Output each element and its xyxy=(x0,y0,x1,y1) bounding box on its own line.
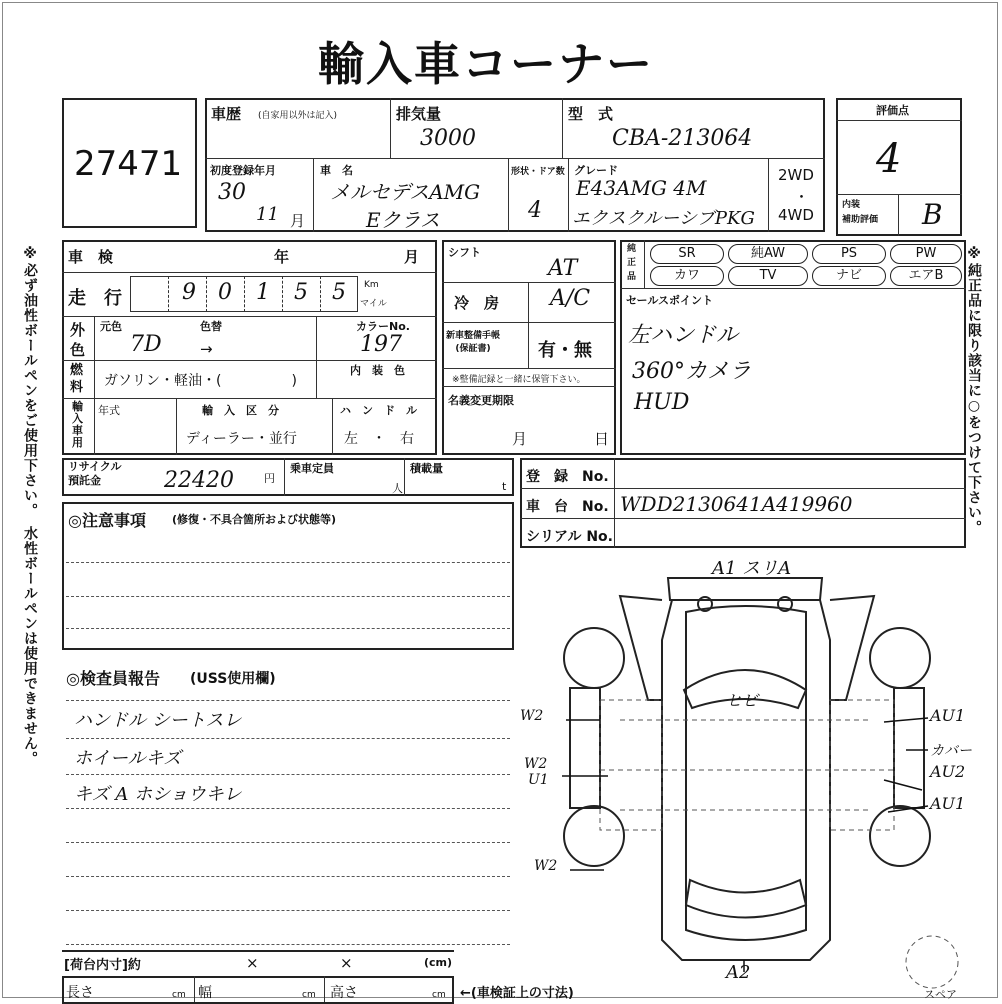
cargo-note: ←(車検証上の寸法) xyxy=(460,986,574,1001)
displacement-label: 排気量 xyxy=(396,105,442,123)
cargo-x2: × xyxy=(340,954,353,972)
grade-line2: エクスクルーシブPKG xyxy=(572,208,755,229)
cargo-label: [荷台内寸]約 xyxy=(64,958,141,973)
mileage-digit-2: 9 xyxy=(182,280,196,305)
notes-sub: (修復・不具合箇所および状態等) xyxy=(172,513,337,526)
equipment-label: 純 正 品 xyxy=(627,244,637,282)
inspection-year: 年 xyxy=(274,248,290,266)
history-label: 車歴 xyxy=(211,105,242,123)
sales-point-2: 360°カメラ xyxy=(632,359,751,384)
car-name-line1: メルセデスAMG xyxy=(330,180,481,204)
grade-line1: E43AMG 4M xyxy=(576,176,707,200)
inspector-label: ◎検査員報告 xyxy=(66,669,160,688)
color-code-value: 197 xyxy=(360,332,402,357)
capacity-label: 乗車定員 xyxy=(290,462,334,475)
cargo-height-cm: cm xyxy=(432,990,446,1000)
import-type-label: 輸 入 区 分 xyxy=(202,404,279,417)
first-reg-month: 11 xyxy=(256,204,279,225)
doors-label: 形状・ドア数 xyxy=(511,167,565,177)
mark-u1: U1 xyxy=(528,772,549,788)
color-code-label: カラーNo. xyxy=(356,320,410,333)
equip-pw: PW xyxy=(890,244,962,264)
car-name-line2: Eクラス xyxy=(366,208,440,232)
inspector-line-1: ハンドル シートスレ xyxy=(74,710,242,731)
inspector-line-2: ホイールキズ xyxy=(74,748,182,769)
import-year-label: 年式 xyxy=(98,404,120,417)
ac-value: A/C xyxy=(550,286,591,311)
grade-label: グレード xyxy=(574,164,618,177)
name-change-month: 月 xyxy=(512,430,528,448)
color-change-label: 色替 xyxy=(200,320,222,333)
mileage-unit-km: Km xyxy=(364,280,379,290)
mark-au1-b: AU1 xyxy=(930,794,966,813)
shift-value: AT xyxy=(548,256,578,281)
chassis-no-value: WDD2130641A419960 xyxy=(620,492,853,516)
chassis-no-label: 車 台 No. xyxy=(526,499,609,515)
mileage-digit-3: 0 xyxy=(218,280,232,305)
handle-options: 左 ・ 右 xyxy=(344,431,414,447)
lot-number: 27471 xyxy=(74,144,183,184)
manual-note: ※整備記録と一緒に保管下さい。 xyxy=(452,375,586,385)
fuel-label: 燃 料 xyxy=(70,363,84,395)
rating-value: 4 xyxy=(876,136,902,182)
interior-color-label: 内 装 色 xyxy=(350,364,405,377)
recycle-unit: 円 xyxy=(264,472,275,485)
drive-2wd: 2WD xyxy=(778,166,814,184)
capacity-unit: 人 xyxy=(392,482,403,495)
first-reg-month-unit: 月 xyxy=(290,212,306,230)
inspection-label: 車 検 xyxy=(68,248,114,266)
reg-no-label: 登 録 No. xyxy=(526,469,609,485)
recycle-value: 22420 xyxy=(164,468,234,493)
first-reg-label: 初度登録年月 xyxy=(210,164,276,177)
mileage-digit-4: 1 xyxy=(256,280,270,305)
sales-point-3: HUD xyxy=(634,390,690,415)
name-change-label: 名義変更期限 xyxy=(448,394,514,407)
equip-aw: 純AW xyxy=(728,244,808,264)
rating-label: 評価点 xyxy=(876,104,909,117)
equip-sr: SR xyxy=(650,244,724,264)
cargo-length-cm: cm xyxy=(172,990,186,1000)
cargo-width-cm: cm xyxy=(302,990,316,1000)
side-note-right: ※純正品に限り該当に○をつけて下さい。 xyxy=(966,246,982,535)
car-name-label: 車 名 xyxy=(320,164,353,177)
mark-a1-suri: A1 スリA xyxy=(712,558,792,579)
model-type-value: CBA-213064 xyxy=(612,126,753,151)
mark-w2-b: W2 xyxy=(524,756,548,772)
mark-cover: カバー xyxy=(930,743,972,759)
cargo-x1: × xyxy=(246,954,259,972)
history-note: (自家用以外は記入) xyxy=(258,111,338,121)
cargo-width-label: 幅 xyxy=(198,985,212,1001)
cargo-height-label: 高さ xyxy=(330,985,358,1001)
side-note-left: ※必ず油性ボールペンをご使用下さい。 水性ボールペンは使用できません。 xyxy=(22,246,38,766)
interior-rating-label: 内装 補助評価 xyxy=(842,200,879,225)
equip-leather: カワ xyxy=(650,266,724,286)
import-type-options: ディーラー・並行 xyxy=(186,431,297,447)
inspection-month: 月 xyxy=(404,248,420,266)
notes-label: ◎注意事項 xyxy=(68,511,146,530)
color-orig-label: 元色 xyxy=(100,320,122,333)
color-arrow: → xyxy=(200,340,213,358)
model-type-label: 型 式 xyxy=(568,105,614,123)
equip-navi: ナビ xyxy=(812,266,886,286)
interior-rating-value: B xyxy=(922,198,943,231)
drive-4wd: 4WD xyxy=(778,206,814,224)
equip-tv: TV xyxy=(728,266,808,286)
page-title: 輸入車コーナー xyxy=(318,37,654,91)
first-reg-year: 30 xyxy=(218,180,246,205)
drive-dot: ・ xyxy=(794,188,810,206)
mileage-label: 走 行 xyxy=(68,288,122,309)
cargo-length-label: 長さ xyxy=(66,985,94,1001)
ac-label: 冷 房 xyxy=(454,294,500,312)
manual-value: 有・無 xyxy=(538,340,592,361)
load-label: 積載量 xyxy=(410,462,443,475)
shift-label: シフト xyxy=(448,246,481,259)
mark-a2: A2 xyxy=(726,962,751,983)
mark-hibi: ヒビ xyxy=(726,691,759,710)
mileage-digit-5: 5 xyxy=(294,280,308,305)
serial-no-label: シリアル No. xyxy=(526,529,613,545)
mark-au1-a: AU1 xyxy=(930,706,966,725)
inspector-sub: (USS使用欄) xyxy=(190,671,276,687)
equip-airbag: エアB xyxy=(890,266,962,286)
sales-points-label: セールスポイント xyxy=(626,294,714,307)
fuel-options: ガソリン・軽油・( ) xyxy=(104,373,297,389)
equip-ps: PS xyxy=(812,244,886,264)
load-unit: t xyxy=(502,480,507,493)
sales-point-1: 左ハンドル xyxy=(628,323,739,348)
displacement-value: 3000 xyxy=(420,126,476,151)
name-change-day: 日 xyxy=(594,430,610,448)
mark-au2: AU2 xyxy=(930,762,966,781)
mileage-unit-mile: マイル xyxy=(360,299,387,309)
doors-value: 4 xyxy=(528,198,542,223)
mileage-digit-6: 5 xyxy=(332,280,346,305)
mark-w2-a: W2 xyxy=(520,708,544,724)
recycle-label: リサイクル 預託金 xyxy=(68,460,122,487)
manual-label: 新車整備手帳 (保証書) xyxy=(446,331,501,354)
mark-w2-c: W2 xyxy=(534,858,558,874)
import-label: 輸 入 車 用 xyxy=(72,400,83,449)
color-orig-value: 7D xyxy=(130,332,162,357)
inspector-line-3: キズ A ホショウキレ xyxy=(74,784,242,805)
cargo-unit: (cm) xyxy=(424,956,453,969)
handle-label: ハ ン ド ル xyxy=(340,404,417,417)
spare-label: スペア xyxy=(924,988,957,1001)
color-label: 外 色 xyxy=(70,321,86,359)
